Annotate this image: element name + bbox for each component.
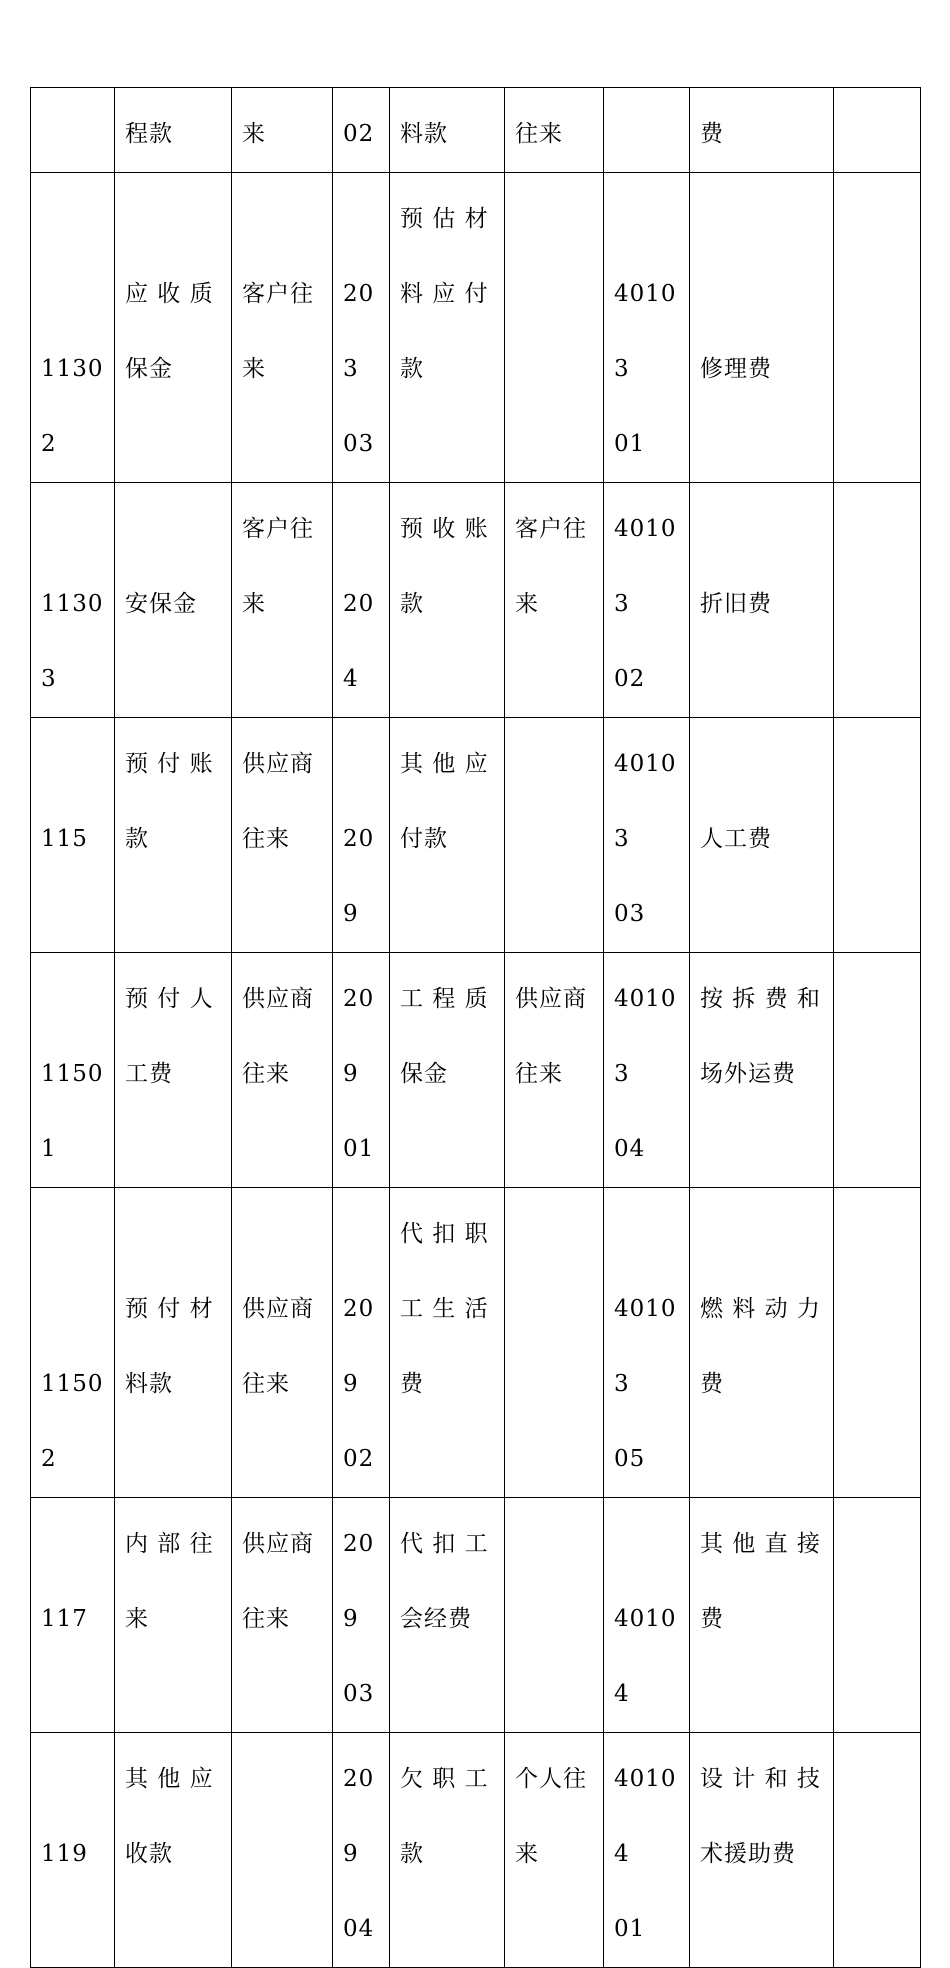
name-cell: [690, 483, 834, 718]
cell-line: 燃 料 动 力: [700, 1296, 821, 1322]
cell-line: 应 收 质: [125, 281, 214, 307]
cell-line: 往来: [242, 1606, 290, 1632]
table-row: [31, 953, 921, 1188]
cell-line: [614, 1507, 681, 1582]
cell-line: 03: [614, 901, 646, 927]
cell-line: 供应商: [242, 751, 314, 777]
code-cell: [333, 483, 390, 718]
cell-line: [41, 727, 106, 802]
name-cell: [390, 1498, 505, 1733]
cell-line: 209: [343, 826, 375, 927]
code-cell: [333, 88, 390, 173]
aux-cell: [232, 1498, 333, 1733]
name-cell: [115, 953, 232, 1188]
cell-line: 工 程 质: [400, 986, 489, 1012]
cell-line: [700, 257, 825, 332]
cell-line: 预 付 账: [125, 751, 214, 777]
cell-line: 40104: [614, 1606, 677, 1707]
cell-line: [242, 182, 324, 257]
table-row: [31, 1188, 921, 1498]
cell-line: [41, 1507, 106, 1582]
cell-line: 其 他 应: [125, 1766, 214, 1792]
table-row: [31, 1498, 921, 1733]
cell-line: 01: [343, 1136, 375, 1162]
cell-line: 204: [343, 591, 375, 692]
cell-line: [125, 182, 223, 257]
cell-line: 收款: [125, 1841, 173, 1867]
cell-line: 11302: [41, 356, 104, 457]
code-cell: [604, 1498, 690, 1733]
aux-cell: [505, 1188, 604, 1498]
cell-line: 术援助费: [700, 1841, 796, 1867]
cell-line: [515, 182, 595, 257]
cell-line: 40103: [614, 986, 677, 1087]
cell-line: 209: [343, 1296, 375, 1397]
code-cell: [604, 718, 690, 953]
cell-line: [844, 727, 912, 802]
cell-line: 02: [343, 1446, 375, 1472]
table-row: [31, 718, 921, 953]
aux-cell: [505, 88, 604, 173]
cell-line: [700, 1197, 825, 1272]
cell-line: [614, 1197, 681, 1272]
aux-cell: [232, 718, 333, 953]
cell-line: 付款: [400, 826, 448, 852]
cell-line: 安保金: [125, 591, 197, 617]
cell-line: 209: [343, 1531, 375, 1632]
cell-line: 11501: [41, 1061, 104, 1162]
cell-line: [844, 97, 912, 172]
cell-line: [343, 727, 381, 802]
cell-line: [700, 182, 825, 257]
cell-line: 内 部 往: [125, 1531, 214, 1557]
cell-line: 按 拆 费 和: [700, 986, 821, 1012]
code-cell: [31, 953, 115, 1188]
cell-line: [844, 962, 912, 1037]
name-cell: [115, 718, 232, 953]
cell-line: 款: [400, 1841, 424, 1867]
aux-cell: [505, 953, 604, 1188]
blank-cell: [834, 88, 921, 173]
account-table: [30, 87, 921, 1968]
cell-line: 往来: [242, 826, 290, 852]
cell-line: [41, 1742, 106, 1817]
cell-line: [844, 182, 912, 257]
code-cell: [333, 1733, 390, 1968]
cell-line: 往来: [242, 1061, 290, 1087]
code-cell: [31, 1498, 115, 1733]
cell-line: 供应商: [242, 1296, 314, 1322]
code-cell: [31, 1733, 115, 1968]
name-cell: [115, 88, 232, 173]
code-cell: [333, 173, 390, 483]
cell-line: 40103: [614, 516, 677, 617]
cell-line: 209: [343, 1766, 375, 1867]
blank-cell: [834, 483, 921, 718]
cell-line: 折旧费: [700, 591, 772, 617]
cell-line: 费: [700, 1606, 724, 1632]
cell-line: 费: [700, 1371, 724, 1397]
cell-line: [343, 1197, 381, 1272]
cell-line: 设 计 和 技: [700, 1766, 821, 1792]
cell-line: [242, 1742, 324, 1817]
cell-line: 代 扣 工: [400, 1531, 489, 1557]
code-cell: [333, 1188, 390, 1498]
name-cell: [690, 953, 834, 1188]
cell-line: 场外运费: [700, 1061, 796, 1087]
cell-line: 工 生 活: [400, 1296, 489, 1322]
name-cell: [115, 1498, 232, 1733]
cell-line: [242, 1197, 324, 1272]
name-cell: [690, 1733, 834, 1968]
cell-line: 11502: [41, 1371, 104, 1472]
cell-line: 209: [343, 986, 375, 1087]
cell-line: 预 估 材: [400, 206, 489, 232]
cell-line: 款: [125, 826, 149, 852]
table-row: [31, 88, 921, 173]
cell-line: 料 应 付: [400, 281, 489, 307]
name-cell: [690, 1498, 834, 1733]
code-cell: [604, 173, 690, 483]
cell-line: 个人往: [515, 1766, 587, 1792]
cell-line: [844, 1507, 912, 1582]
cell-line: 03: [343, 431, 375, 457]
cell-line: 40104: [614, 1766, 677, 1867]
cell-line: [515, 727, 595, 802]
cell-line: 料款: [125, 1371, 173, 1397]
cell-line: [700, 492, 825, 567]
cell-line: 04: [614, 1136, 646, 1162]
cell-line: [614, 97, 681, 172]
cell-line: 往来: [515, 1061, 563, 1087]
name-cell: [390, 1733, 505, 1968]
name-cell: [115, 1188, 232, 1498]
cell-line: 往来: [242, 1371, 290, 1397]
aux-cell: [505, 173, 604, 483]
cell-line: 预 收 账: [400, 516, 489, 542]
cell-line: 来: [242, 121, 266, 147]
cell-line: 来: [242, 591, 266, 617]
code-cell: [333, 953, 390, 1188]
code-cell: [31, 173, 115, 483]
name-cell: [390, 1188, 505, 1498]
cell-line: [41, 962, 106, 1037]
cell-line: 其 他 直 接: [700, 1531, 821, 1557]
code-cell: [604, 1188, 690, 1498]
cell-line: 40103: [614, 281, 677, 382]
name-cell: [690, 1188, 834, 1498]
aux-cell: [505, 1498, 604, 1733]
cell-line: 其 他 应: [400, 751, 489, 777]
cell-line: [515, 1197, 595, 1272]
code-cell: [31, 483, 115, 718]
table-row: [31, 173, 921, 483]
cell-line: 代 扣 职: [400, 1221, 489, 1247]
cell-line: 来: [515, 591, 539, 617]
cell-line: [844, 1197, 912, 1272]
cell-line: 来: [515, 1841, 539, 1867]
code-cell: [31, 718, 115, 953]
cell-line: 料款: [400, 121, 448, 147]
name-cell: [690, 88, 834, 173]
cell-line: 117: [41, 1606, 88, 1632]
cell-line: 客户往: [242, 281, 314, 307]
cell-line: 供应商: [242, 986, 314, 1012]
blank-cell: [834, 173, 921, 483]
aux-cell: [232, 483, 333, 718]
blank-cell: [834, 1733, 921, 1968]
cell-line: 01: [614, 431, 646, 457]
name-cell: [390, 173, 505, 483]
cell-line: [41, 1197, 106, 1272]
cell-line: [41, 1272, 106, 1347]
code-cell: [333, 718, 390, 953]
cell-line: 费: [400, 1371, 424, 1397]
aux-cell: [232, 173, 333, 483]
cell-line: 04: [343, 1916, 375, 1942]
cell-line: 115: [41, 826, 88, 852]
name-cell: [390, 953, 505, 1188]
code-cell: [31, 88, 115, 173]
cell-line: [844, 492, 912, 567]
name-cell: [115, 1733, 232, 1968]
cell-line: [41, 182, 106, 257]
cell-line: 保金: [125, 356, 173, 382]
code-cell: [31, 1188, 115, 1498]
table-row: [31, 1733, 921, 1968]
blank-cell: [834, 1188, 921, 1498]
cell-line: 05: [614, 1446, 646, 1472]
cell-line: [700, 727, 825, 802]
name-cell: [390, 718, 505, 953]
cell-line: [125, 492, 223, 567]
cell-line: 客户往: [515, 516, 587, 542]
code-cell: [604, 1733, 690, 1968]
code-cell: [604, 953, 690, 1188]
name-cell: [390, 88, 505, 173]
table-row: [31, 483, 921, 718]
cell-line: 款: [400, 356, 424, 382]
cell-line: 供应商: [515, 986, 587, 1012]
cell-line: 来: [125, 1606, 149, 1632]
cell-line: [125, 1197, 223, 1272]
cell-line: 往来: [515, 121, 563, 147]
cell-line: 11303: [41, 591, 104, 692]
cell-line: 40103: [614, 1296, 677, 1397]
cell-line: 程款: [125, 121, 173, 147]
table-body: [31, 88, 921, 1968]
blank-cell: [834, 718, 921, 953]
cell-line: 保金: [400, 1061, 448, 1087]
code-cell: [333, 1498, 390, 1733]
cell-line: 客户往: [242, 516, 314, 542]
cell-line: 会经费: [400, 1606, 472, 1632]
cell-line: 修理费: [700, 356, 772, 382]
cell-line: 03: [343, 1681, 375, 1707]
cell-line: 40103: [614, 751, 677, 852]
cell-line: 工费: [125, 1061, 173, 1087]
name-cell: [390, 483, 505, 718]
cell-line: 119: [41, 1841, 88, 1867]
cell-line: [515, 1507, 595, 1582]
cell-line: [343, 492, 381, 567]
aux-cell: [505, 483, 604, 718]
aux-cell: [232, 1188, 333, 1498]
cell-line: 预 付 材: [125, 1296, 214, 1322]
cell-line: 人工费: [700, 826, 772, 852]
code-cell: [604, 88, 690, 173]
cell-line: [41, 257, 106, 332]
name-cell: [115, 173, 232, 483]
aux-cell: [505, 1733, 604, 1968]
blank-cell: [834, 1498, 921, 1733]
cell-line: [41, 492, 106, 567]
cell-line: 01: [614, 1916, 646, 1942]
cell-line: 供应商: [242, 1531, 314, 1557]
code-cell: [604, 483, 690, 718]
cell-line: 02: [343, 121, 375, 147]
cell-line: [343, 182, 381, 257]
cell-line: 款: [400, 591, 424, 617]
aux-cell: [232, 88, 333, 173]
cell-line: [844, 1742, 912, 1817]
cell-line: 预 付 人: [125, 986, 214, 1012]
cell-line: [41, 97, 106, 172]
cell-line: 欠 职 工: [400, 1766, 489, 1792]
cell-line: 来: [242, 356, 266, 382]
aux-cell: [232, 953, 333, 1188]
name-cell: [690, 718, 834, 953]
cell-line: 02: [614, 666, 646, 692]
cell-line: [614, 182, 681, 257]
aux-cell: [232, 1733, 333, 1968]
cell-line: 费: [700, 121, 724, 147]
cell-line: 203: [343, 281, 375, 382]
aux-cell: [505, 718, 604, 953]
blank-cell: [834, 953, 921, 1188]
name-cell: [690, 173, 834, 483]
name-cell: [115, 483, 232, 718]
